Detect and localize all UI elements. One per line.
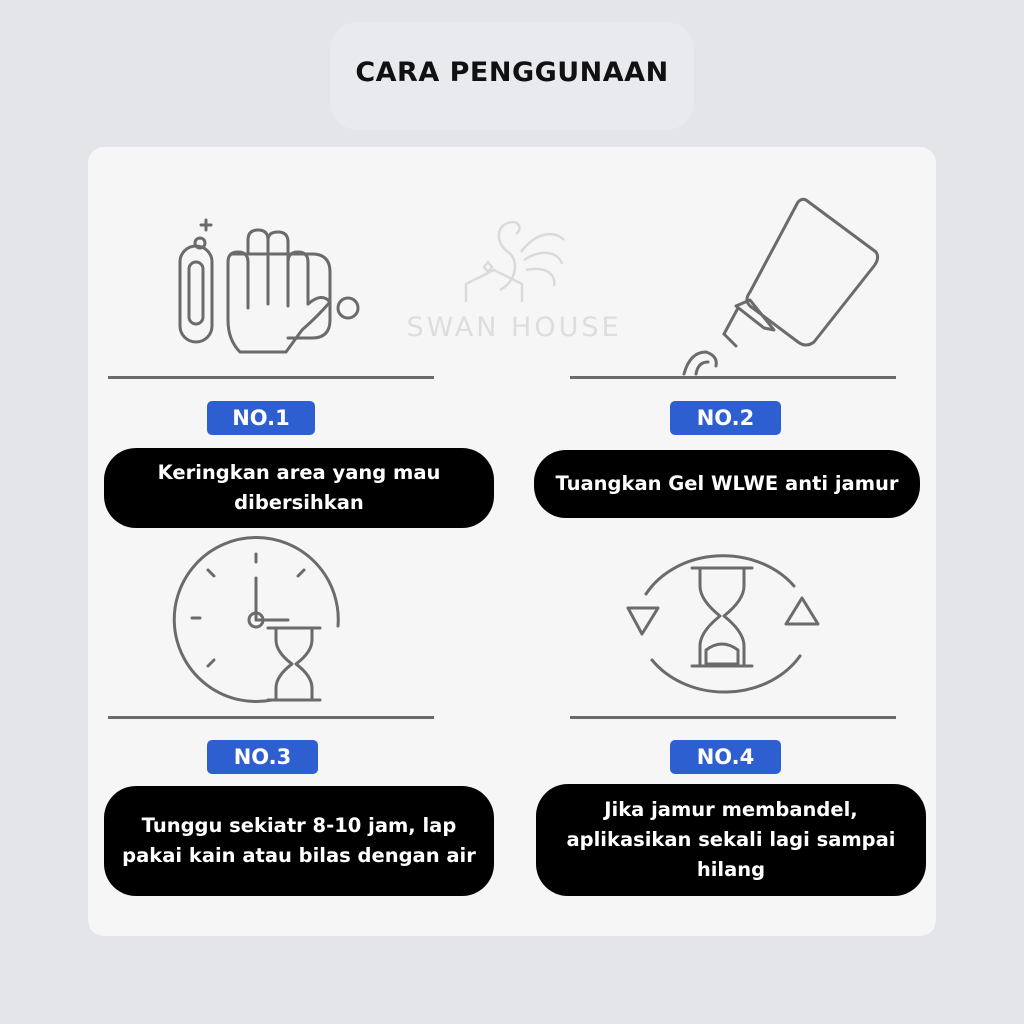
swan-house-watermark: [396, 212, 632, 362]
divider-line: [570, 376, 896, 379]
gel-bottle-icon: [666, 196, 886, 382]
divider-line: [108, 376, 434, 379]
step-badge-3: NO.3: [207, 740, 318, 774]
title-container: [330, 22, 694, 130]
step-badge-1: NO.1: [207, 401, 315, 435]
divider-line: [108, 716, 434, 719]
watermark-text: SWAN HOUSE: [406, 312, 622, 343]
wash-hands-icon: [172, 212, 362, 362]
step-badge-2: NO.2: [670, 401, 781, 435]
step-text-1: Keringkan area yang mau dibersihkan: [104, 448, 494, 528]
swan-logo-icon: [396, 212, 632, 322]
step-text-2: Tuangkan Gel WLWE anti jamur: [534, 450, 920, 518]
step-text-3: Tunggu sekiatr 8-10 jam, lap pakai kain atau bilas dengan air: [104, 786, 494, 896]
page-title: CARA PENGGUNAAN: [355, 56, 669, 88]
clock-hourglass-icon: [172, 536, 352, 704]
repeat-hourglass-icon: [622, 538, 824, 706]
divider-line: [570, 716, 896, 719]
step-badge-4: NO.4: [670, 740, 781, 774]
step-text-4: Jika jamur membandel, aplikasikan sekali lagi sampai hilang: [536, 784, 926, 896]
